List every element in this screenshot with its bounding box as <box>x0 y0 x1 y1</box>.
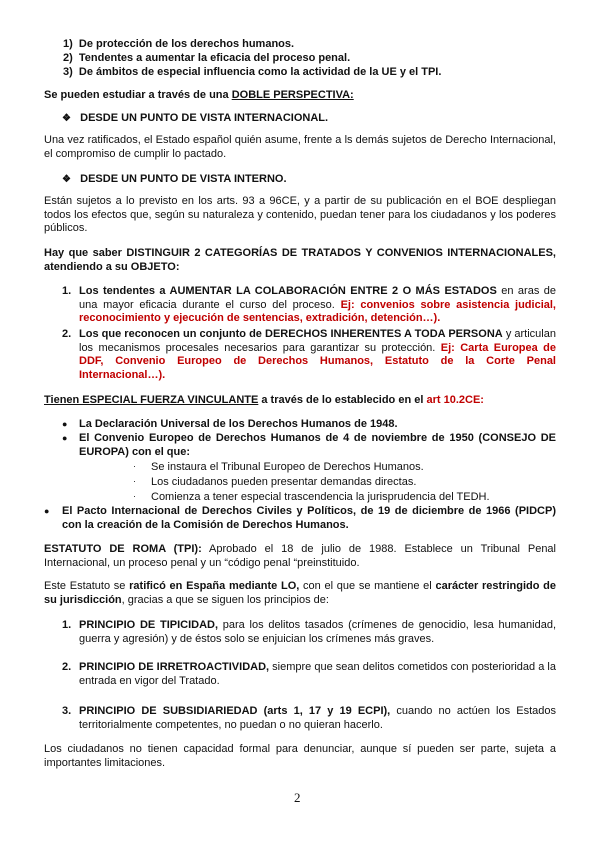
intro-item <box>63 52 350 65</box>
ratify-e: , gracias a que se siguen los principios de: <box>121 593 329 606</box>
page-number: 2 <box>294 790 301 805</box>
category-item-rest: en aras de una mayor eficacia durante el curso del proceso. <box>79 285 557 311</box>
principle-text: cuando no actúen los Estados territorialmente competentes, no puedan o no quieran hacerlo. <box>79 705 556 731</box>
intro-item-text: Tendentes a aumentar la eficacia del proceso penal. <box>78 52 351 64</box>
binding-lead-mid: a través de lo establecido en el <box>258 394 427 406</box>
principle-item <box>79 705 556 732</box>
international-heading-text: DESDE UN PUNTO DE VISTA INTERNACIONAL. <box>80 112 329 124</box>
international-heading <box>62 112 328 125</box>
internal-heading <box>62 173 287 186</box>
category-item <box>79 285 556 326</box>
subitem-dot-icon: · <box>133 476 136 486</box>
diamond-bullet-icon: ❖ <box>62 174 71 185</box>
bullet-dot-icon: ● <box>62 419 68 429</box>
statute-paragraph <box>44 543 556 570</box>
category-number: 1. <box>62 285 72 297</box>
binding-subitem: Comienza a tener especial trascendencia la jurisprudencia del TEDH. <box>151 491 490 503</box>
ratify-b: ratificó en España mediante LO, <box>129 580 300 592</box>
bullet-dot-icon: ● <box>44 506 50 516</box>
category-item-bold: Los que reconocen un conjunto de DERECHOS INHERENTES A TODA PERSONA <box>79 328 503 340</box>
principle-number: 2. <box>62 661 72 673</box>
intro-item-text: De protección de los derechos humanos. <box>78 38 295 50</box>
subitem-dot-icon: · <box>133 491 136 501</box>
category-item <box>79 328 556 382</box>
intro-item-number: 2) <box>63 52 73 64</box>
bullet-dot-icon: ● <box>62 433 68 443</box>
ratify-c: con el que se mantiene el <box>299 580 436 592</box>
binding-lead <box>44 394 484 407</box>
ratify-a: Este Estatuto se <box>44 580 130 592</box>
closing-paragraph: Los ciudadanos no tienen capacidad formal para denunciar, aunque sí pueden ser parte, sujeta a importantes limitaciones. <box>44 743 556 769</box>
category-item-example: Ej: Carta Europea de DDF, Convenio Europeo de Derechos Humanos, Estatuto de la Corte Penal Internacional…). <box>79 341 556 381</box>
binding-subitem: Se instaura el Tribunal Europeo de Derechos Humanos. <box>151 461 424 473</box>
international-text: Una vez ratificados, el Estado español quién asume, frente a ls demás sujetos de Derecho Internacional, el compromiso de cumplir lo pactado. <box>44 134 556 160</box>
principle-text: siempre que sean delitos cometidos con posterioridad a la entrada en vigor del Tratado. <box>79 661 556 687</box>
principle-name: PRINCIPIO DE SUBSIDIARIEDAD (arts 1, 17 y 19 ECPI), <box>79 705 391 717</box>
principle-item <box>79 661 556 688</box>
ratify-paragraph <box>44 580 556 607</box>
intro-item-number: 1) <box>63 38 73 50</box>
statute-label: ESTATUTO DE ROMA (TPI): <box>44 543 202 555</box>
principle-name: PRINCIPIO DE TIPICIDAD, <box>79 619 219 631</box>
principle-number: 3. <box>62 705 72 717</box>
category-number: 2. <box>62 328 72 340</box>
binding-item: La Declaración Universal de los Derechos Humanos de 1948. <box>79 418 398 430</box>
statute-text: Aprobado el 18 de julio de 1988. Establece un Tribunal Penal Internacional, un proceso penal y un “código penal “preinstituido. <box>44 543 556 569</box>
principle-name: PRINCIPIO DE IRRETROACTIVIDAD, <box>79 661 270 673</box>
intro-item <box>63 66 441 79</box>
category-item-example: Ej: convenios sobre asistencia judicial, reconocimiento y ejecución de sentencias, extradición, detención…). <box>79 298 556 324</box>
intro-item <box>63 38 294 51</box>
ratify-d: carácter restringido de su jurisdicción <box>44 580 556 606</box>
binding-last: El Pacto Internacional de Derechos Civiles y Políticos, de 19 de diciembre de 1966 (PIDCP) con la creación de la Comisión de Derechos Humanos. <box>62 505 556 531</box>
internal-text: Están sujetos a lo previsto en los arts. 93 a 96CE, y a partir de su publicación en el BOE despliegan todos los efectos que, según su naturaleza y contenido, puedan tener para los ciudadanos y los poderes públicos. <box>44 195 556 234</box>
internal-heading-text: DESDE UN PUNTO DE VISTA INTERNO. <box>80 173 287 185</box>
binding-subitem: Los ciudadanos pueden presentar demandas directas. <box>151 476 417 488</box>
perspective-lead-text: Se pueden estudiar a través de una <box>44 89 232 101</box>
diamond-bullet-icon: ❖ <box>62 113 71 124</box>
intro-item-number: 3) <box>63 66 73 78</box>
principle-text: para los delitos tasados (crímenes de genocidio, lesa humanidad, guerra y agresión) y de éstos solo se enjuician los crímenes más graves. <box>79 619 557 645</box>
category-item-bold: Los tendentes a AUMENTAR LA COLABORACIÓN ENTRE 2 O MÁS ESTADOS <box>79 285 497 297</box>
perspective-emphasis: DOBLE PERSPECTIVA: <box>231 89 354 101</box>
subitem-dot-icon: · <box>133 461 136 471</box>
intro-item-text: De ámbitos de especial influencia como la actividad de la UE y el TPI. <box>78 66 442 78</box>
binding-item: El Convenio Europeo de Derechos Humanos de 4 de noviembre de 1950 (CONSEJO DE EUROPA) con el que: <box>79 432 556 458</box>
category-item-rest: y articulan los mecanismos procesales necesarios para garantizar su protección. <box>79 328 556 354</box>
binding-lead-emph: Tienen ESPECIAL FUERZA VINCULANTE <box>44 394 259 406</box>
categories-heading: Hay que saber DISTINGUIR 2 CATEGORÍAS DE TRATADOS Y CONVENIOS INTERNACIONALES, atendiendo a su OBJETO: <box>44 247 556 273</box>
principle-number: 1. <box>62 619 72 631</box>
perspective-lead <box>44 89 354 102</box>
principle-item <box>79 619 556 646</box>
binding-article: art 10.2CE: <box>426 394 484 406</box>
